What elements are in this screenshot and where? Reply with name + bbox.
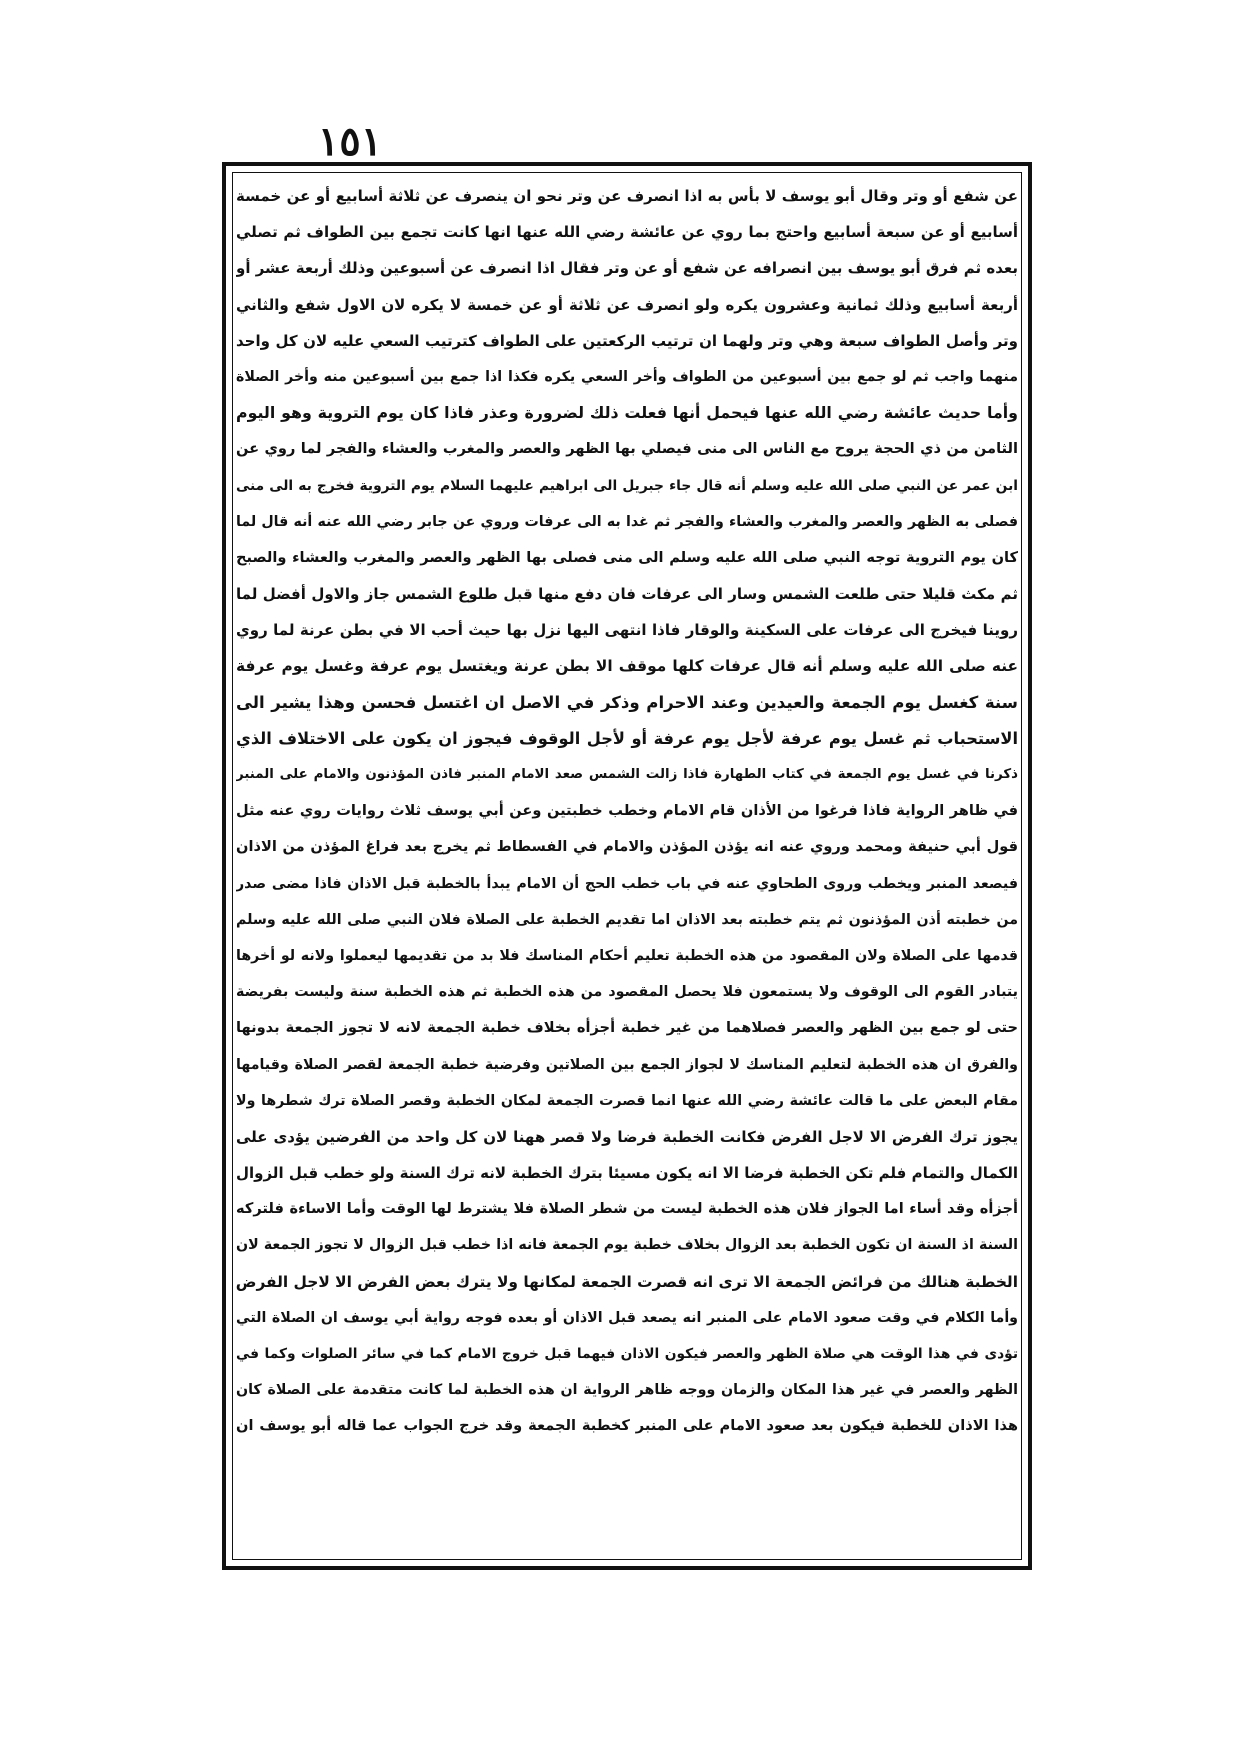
text-line: ذكرنا في غسل يوم الجمعة في كتاب الطهارة فاذا زالت الشمس صعد الامام المنبر فاذن المؤذنون والامام على المنبر — [236, 767, 1018, 782]
text-line: في ظاهر الرواية فاذا فرغوا من الأذان قام الامام وخطب خطبتين وعن أبي يوسف ثلاث روايات روي عنه مثل — [236, 802, 1018, 820]
text-line: الثامن من ذي الحجة يروح مع الناس الى منى فيصلي بها الظهر والعصر والمغرب والعشاء والفجر لما روي عن — [236, 440, 1018, 458]
text-line: فيصعد المنبر ويخطب وروى الطحاوي عنه في باب خطب الحج أن الامام يبدأ بالخطبة قبل الاذان فاذا مضى صدر — [236, 875, 1018, 892]
text-line: منهما واجب ثم لو جمع بين أسبوعين من الطواف وأخر السعي يكره فكذا اذا جمع بين أسبوعين منه وأخر الصلاة — [236, 368, 1018, 385]
text-line: يجوز ترك الفرض الا لاجل الفرض فكانت الخطبة فرضا ولا قصر ههنا لان كل واحد من الفرضين يؤدى على — [236, 1127, 1018, 1146]
text-line: الاستحباب ثم غسل يوم عرفة لأجل يوم عرفة أو لأجل الوقوف فيجوز ان يكون على الاختلاف الذي — [236, 728, 1018, 748]
text-line: وتر وأصل الطواف سبعة وهي وتر ولهما ان ترتيب الركعتين على الطواف كترتيب السعي عليه لان كل واحد — [236, 331, 1018, 350]
text-line: بعده ثم فرق أبو يوسف بين انصرافه عن شفع أو عن وتر فقال اذا انصرف عن أسبوعين وذلك أربعة عشر أو — [236, 259, 1018, 278]
text-line: ثم مكث قليلا حتى طلعت الشمس وسار الى عرفات فان دفع منها قبل طلوع الشمس جاز والاول أفضل لما — [236, 585, 1018, 604]
text-line: قدمها على الصلاة ولان المقصود من هذه الخطبة تعليم أحكام المناسك فلا بد من تقديمها ليعملوا ولانه لو أخرها — [236, 947, 1018, 964]
text-line: والفرق ان هذه الخطبة لتعليم المناسك لا لجواز الجمع بين الصلاتين وفرضية خطبة الجمعة لقصر الصلاة وقيامها — [236, 1056, 1018, 1073]
text-line: تؤدى في هذا الوقت هي صلاة الظهر والعصر فيكون الاذان فيهما قبل خروج الامام كما في سائر الصلوات وكما في — [236, 1346, 1018, 1362]
text-line: وأما الكلام في وقت صعود الامام على المنبر انه يصعد قبل الاذان أو بعده فوجه رواية أبي يوسف ان الصلاة التي — [236, 1309, 1018, 1326]
text-line: فصلى به الظهر والعصر والمغرب والعشاء والفجر ثم غدا به الى عرفات وروي عن جابر رضي الله عنه أنه قال لما — [236, 513, 1018, 530]
text-line: عن شفع أو وتر وقال أبو يوسف لا بأس به اذا انصرف عن وتر نحو ان ينصرف عن ثلاثة أسابيع أو عن خمسة — [236, 187, 1018, 205]
text-line: السنة اذ السنة ان تكون الخطبة بعد الزوال بخلاف خطبة يوم الجمعة فانه اذا خطب قبل الزوال لا تجوز الجمعة لان — [236, 1237, 1018, 1254]
text-line: ابن عمر عن النبي صلى الله عليه وسلم أنه قال جاء جبريل الى ابراهيم عليهما السلام يوم التروية فخرج به الى منى — [236, 477, 1018, 494]
text-line: روينا فيخرج الى عرفات على السكينة والوقار فاذا انتهى اليها نزل بها حيث أحب الا في بطن عرنة لما روي — [236, 621, 1018, 640]
page-number: ١٥١ — [317, 118, 383, 165]
text-line: هذا الاذان للخطبة فيكون بعد صعود الامام على المنبر كخطبة الجمعة وقد خرج الجواب عما قاله أبو يوسف ان — [236, 1417, 1018, 1435]
text-line: من خطبته أذن المؤذنون ثم يتم خطبته بعد الاذان اما تقديم الخطبة على الصلاة فلان النبي صلى الله عليه وسلم — [236, 911, 1018, 928]
text-line: يتبادر القوم الى الوقوف ولا يستمعون فلا يحصل المقصود من هذه الخطبة ثم هذه الخطبة سنة وليست بفريضة — [236, 984, 1018, 1001]
text-line: عنه صلى الله عليه وسلم أنه قال عرفات كلها موقف الا بطن عرنة ويغتسل يوم عرفة وغسل يوم عرفة — [236, 657, 1018, 676]
text-line: قول أبي حنيفة ومحمد وروي عنه انه يؤذن المؤذن والامام في الفسطاط ثم يخرج بعد فراغ المؤذن من الاذان — [236, 838, 1018, 856]
text-line: مقام البعض على ما قالت عائشة رضي الله عنها انما قصرت الجمعة لمكان الخطبة وقصر الصلاة ترك شطرها ولا — [236, 1092, 1018, 1109]
text-line: الظهر والعصر في غير هذا المكان والزمان ووجه ظاهر الرواية ان هذه الخطبة لما كانت متقدمة على الصلاة كان — [236, 1382, 1018, 1399]
text-line: الكمال والتمام فلم تكن الخطبة فرضا الا انه يكون مسيئا بترك الخطبة لانه ترك السنة ولو خطب قبل الزوال — [236, 1164, 1018, 1183]
text-line: سنة كغسل يوم الجمعة والعيدين وعند الاحرام وذكر في الاصل ان اغتسل فحسن وهذا يشير الى — [236, 692, 1018, 712]
text-line: أسابيع أو عن سبعة أسابيع واحتج بما روي عن عائشة رضي الله عنها انها كانت تجمع بين الطواف ثم تصلي — [236, 223, 1018, 242]
text-line: حتى لو جمع بين الظهر والعصر فصلاهما من غير خطبة أجزأه بخلاف خطبة الجمعة لانه لا تجوز الجمعة بدونها — [236, 1019, 1018, 1037]
text-line: أربعة أسابيع وذلك ثمانية وعشرون يكره ولو انصرف عن ثلاثة أو عن خمسة لا يكره لان الاول شفع والثاني — [236, 295, 1018, 314]
text-body — [236, 178, 1018, 1556]
text-line: أجزأه وقد أساء اما الجواز فلان هذه الخطبة ليست من شطر الصلاة فلا يشترط لها الوقت وأما الاساءة فلتركه — [236, 1200, 1018, 1218]
text-line: وأما حديث عائشة رضي الله عنها فيحمل أنها فعلت ذلك لضرورة وعذر فاذا كان يوم التروية وهو اليوم — [236, 403, 1018, 423]
text-line: كان يوم التروية توجه النبي صلى الله عليه وسلم الى منى فصلى بها الظهر والعصر والمغرب والعشاء والصبح — [236, 548, 1018, 566]
text-line: الخطبة هنالك من فرائض الجمعة الا ترى انه قصرت الجمعة لمكانها ولا يترك بعض الفرض الا لاجل الفرض — [236, 1272, 1018, 1291]
